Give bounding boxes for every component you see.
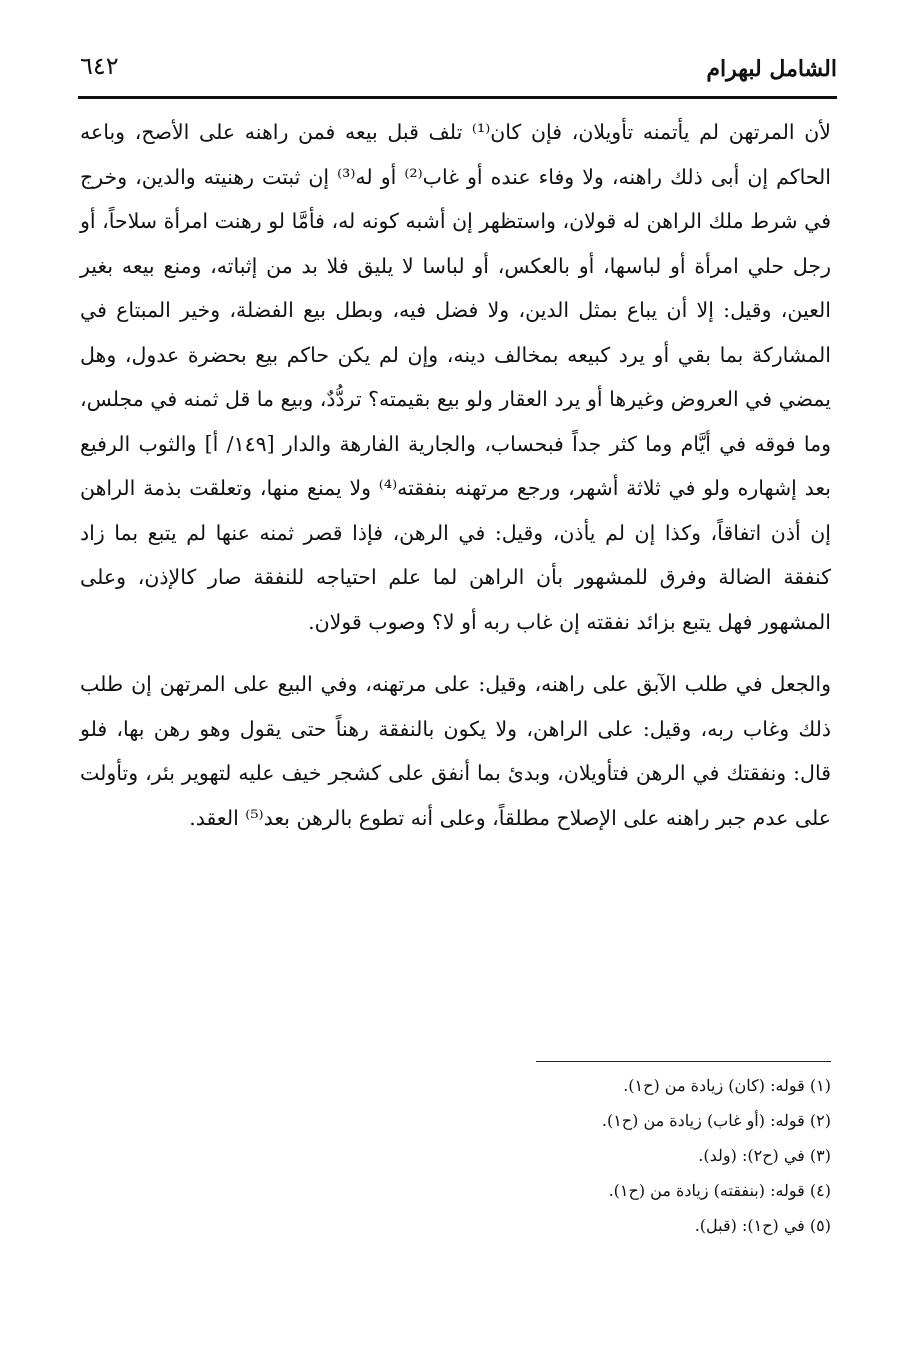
footnote: (١) قوله: (كان) زيادة من (ح١). <box>623 1076 831 1095</box>
footnote: (٣) في (ح٢): (ولد). <box>698 1146 831 1165</box>
footnote: (٥) في (ح١): (قبل). <box>694 1216 831 1235</box>
footnote: (٤) قوله: (بنفقته) زيادة من (ح١). <box>608 1181 831 1200</box>
main-text <box>80 110 831 840</box>
running-title: الشامل لبهرام <box>706 56 837 82</box>
footnote-separator <box>536 1061 831 1062</box>
header-rule <box>78 96 837 99</box>
paragraph: والجعل في طلب الآبق على راهنه، وقيل: على مرتهنه، وفي البيع على المرتهن إن طلب ذلك وغاب ربه، وقيل: على الراهن، ولا يكون بالنفقة رهناً حتى يقول وهو رهن بها، فلو قال: ونفقتك في الرهن فتأويلان، وبدئ بما أنفق على كشجر خيف عليه لتهوير بئر، وتأولت على عدم جبر راهنه على الإصلاح مطلقاً، وعلى أنه تطوع بالرهن بعد⁽⁵⁾ العقد. <box>80 672 831 830</box>
footnotes <box>80 1068 831 1243</box>
paragraph: لأن المرتهن لم يأتمنه تأويلان، فإن كان⁽¹⁾ تلف قبل بيعه فمن راهنه على الأصح، وباعه الحاكم إن أبى ذلك راهنه، ولا وفاء عنده أو غاب⁽²⁾ أو له⁽³⁾ إن ثبتت رهنيته والدين، وخرج في شرط ملك الراهن له قولان، واستظهر إن أشبه كونه له، فأمَّا لو رهنت امرأة سلاحاً، أو رجل حلي امرأة أو لباسها، أو بالعكس، أو لباسا لا يليق فلا بد من إثباته، ومنع بيعه بغير العين، وقيل: إلا أن يباع بمثل الدين، ولا فضل فيه، وبطل بيع الفضلة، وخير المبتاع في المشاركة بما بقي أو يرد كبيعه بمخالف دينه، وإن لم يكن حاكم بيع بحضرة عدول، وهل يمضي في العروض وغيرها أو يرد العقار ولو بيع بقيمته؟ تردُّدٌ، وبيع ما قل ثمنه في مجلس، وما فوقه في أيَّام وما كثر جداً فبحساب، والجارية الفارهة والدار [١٤٩/ أ] والثوب الرفيع بعد إشهاره ولو في ثلاثة أشهر، ورجع مرتهنه بنفقته⁽⁴⁾ ولا يمنع منها، وتعلقت بذمة الراهن إن أذن اتفاقاً، وكذا إن لم يأذن، وقيل: في الرهن، فإذا قصر ثمنه عنها لم يتبع بما زاد كنفقة الضالة وفرق للمشهور بأن الراهن لما علم احتياجه للنفقة صار كالإذن، وعلى المشهور فهل يتبع بزائد نفقته إن غاب ربه أو لا؟ وصوب قولان. <box>80 120 832 634</box>
page-header <box>80 46 837 98</box>
footnote: (٢) قوله: (أو غاب) زيادة من (ح١). <box>601 1111 831 1130</box>
page-number: ٦٤٢ <box>80 52 119 80</box>
